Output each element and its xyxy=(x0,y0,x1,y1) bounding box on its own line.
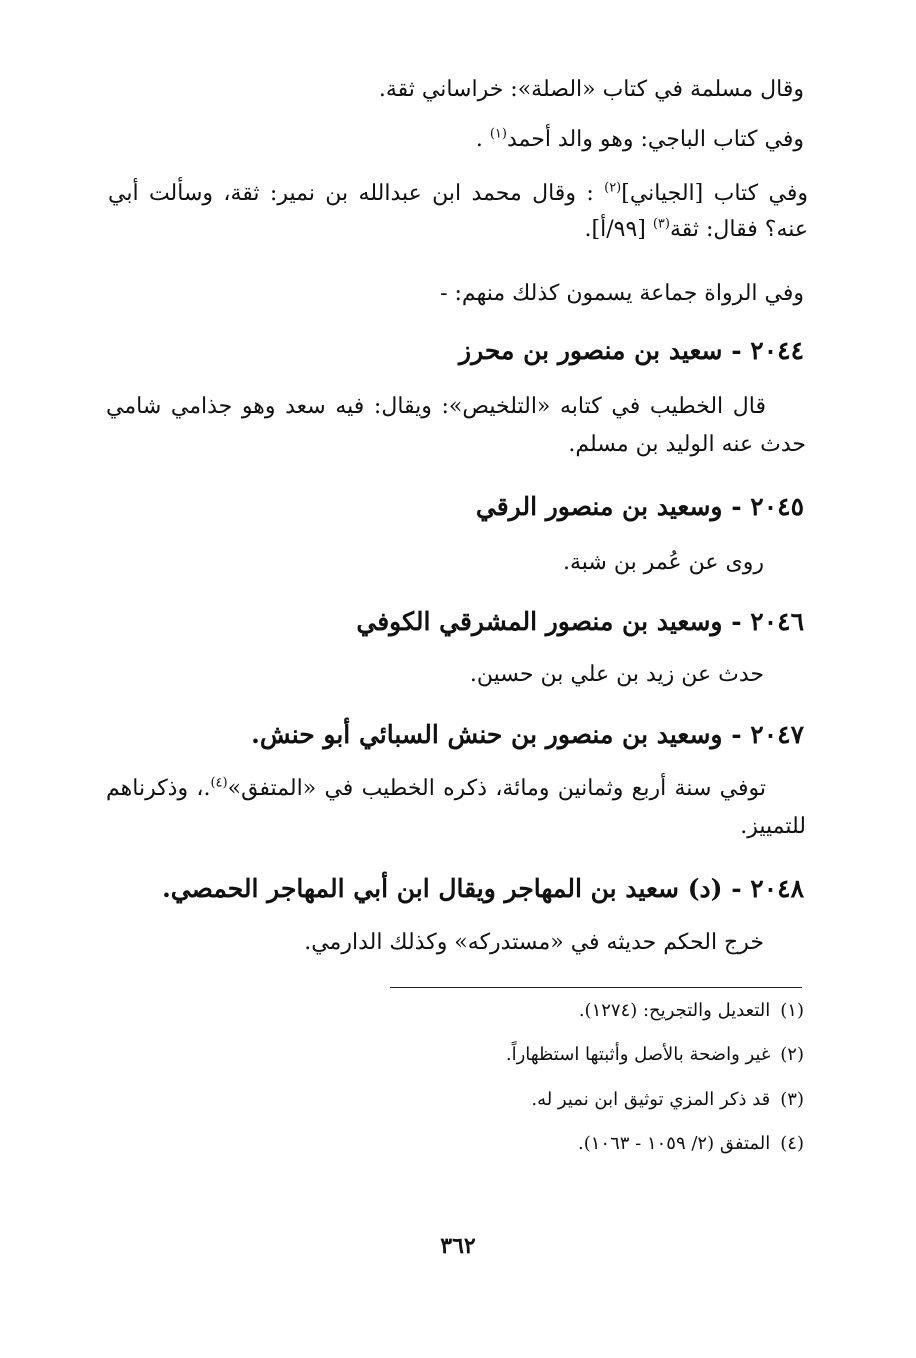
body-line-3-a: وفي كتاب [الجياني] xyxy=(621,181,808,206)
body-line-4: وفي الرواة جماعة يسمون كذلك منهم: - xyxy=(440,281,804,306)
footnote-1-number: (١) xyxy=(780,1000,804,1021)
page-number: ٣٦٢ xyxy=(440,1233,476,1259)
body-line-3-b: : وقال محمد ابن عبدالله بن نمير: ثقة، وسألت أبي عنه؟ فقال: ثقة xyxy=(108,181,808,242)
footnote-1-text: التعديل والتجريح: (١٢٧٤). xyxy=(578,1000,771,1021)
footnote-1 xyxy=(579,998,804,1024)
entry-2047-text-a: توفي سنة أربع وثمانين ومائة، ذكره الخطيب في «المتفق» xyxy=(227,776,766,801)
footnote-separator xyxy=(390,987,802,988)
body-line-2 xyxy=(476,125,804,155)
entry-2044-heading: ٢٠٤٤ - سعيد بن منصور بن محرز xyxy=(459,336,804,365)
body-line-3-c: [٩٩/أ]. xyxy=(584,217,653,242)
body-line-2-text: وفي كتاب الباجي: وهو والد أحمد xyxy=(506,127,804,152)
body-paragraph-jayani xyxy=(108,176,808,248)
footnote-3-text: قد ذكر المزي توثيق ابن نمير له. xyxy=(531,1089,771,1110)
entry-2047-text xyxy=(106,770,806,846)
entry-2047-text-b: .، وذكرناهم للتمييز. xyxy=(106,776,806,839)
body-line-2-end: . xyxy=(475,127,490,152)
entry-2045-heading: ٢٠٤٥ - وسعيد بن منصور الرقي xyxy=(475,492,804,521)
entry-2044-text: قال الخطيب في كتابه «التلخيص»: ويقال: فيه سعد وهو جذامي شامي حدث عنه الوليد بن مسلم. xyxy=(106,394,806,457)
entry-2048-text: خرج الحكم حديثه في «مستدركه» وكذلك الدارمي. xyxy=(304,930,764,955)
entry-2048-heading: ٢٠٤٨ - (د) سعيد بن المهاجر ويقال ابن أبي المهاجر الحمصي. xyxy=(162,874,804,903)
footnote-ref-3: (٣) xyxy=(652,216,670,232)
footnote-3 xyxy=(531,1087,804,1113)
entry-2045-text: روى عن عُمر بن شبة. xyxy=(562,550,764,575)
footnote-4-number: (٤) xyxy=(780,1133,804,1154)
footnote-2-text: غير واضحة بالأصل وأثبتها استظهاراً. xyxy=(505,1044,771,1065)
footnote-ref-2: (٢) xyxy=(604,180,622,196)
entry-2046-text: حدث عن زيد بن علي بن حسين. xyxy=(469,662,764,687)
footnote-2 xyxy=(506,1042,804,1068)
footnote-4-text: المتفق (٢/ ١٠٥٩ - ١٠٦٣). xyxy=(577,1133,771,1154)
entry-2046-heading: ٢٠٤٦ - وسعيد بن منصور المشرقي الكوفي xyxy=(356,607,804,636)
footnote-3-number: (٣) xyxy=(780,1089,804,1110)
footnote-ref-4: (٤) xyxy=(210,775,228,791)
body-line-1: وقال مسلمة في كتاب «الصلة»: خراساني ثقة. xyxy=(378,77,804,102)
footnote-4 xyxy=(578,1131,804,1157)
entry-2047-heading: ٢٠٤٧ - وسعيد بن منصور بن حنش السبائي أبو حنش. xyxy=(251,720,804,749)
footnote-2-number: (٢) xyxy=(780,1044,804,1065)
footnote-ref-1: (١) xyxy=(489,126,507,142)
